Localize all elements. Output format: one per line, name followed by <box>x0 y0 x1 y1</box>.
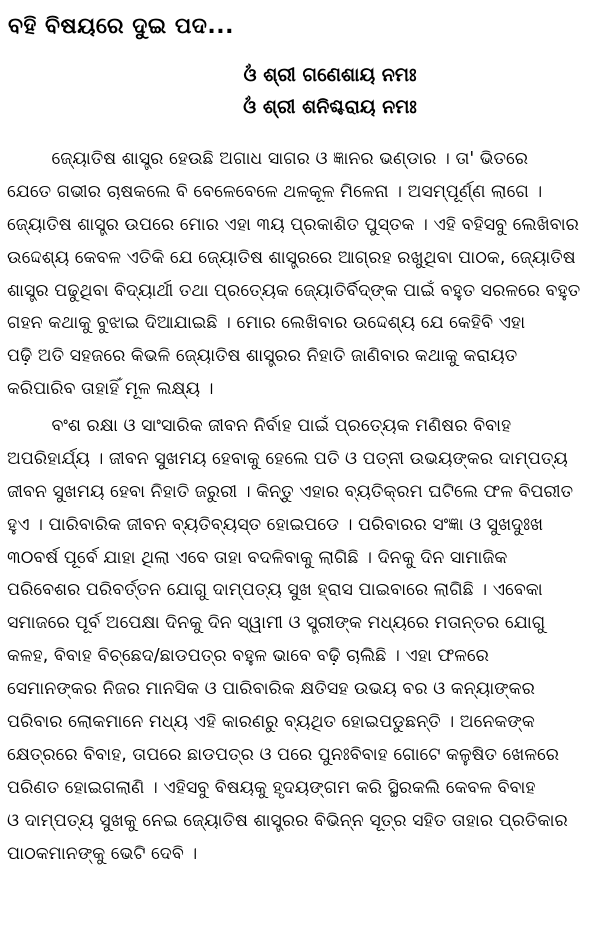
text-line: ଅପରିହାର୍ଯ୍ୟ । ଜୀବନ ସୁଖମୟ ହେବାକୁ ହେଲେ ପତି ଓ ପତ୍ନୀ ଉଭୟଙ୍କର ଦାମ୍ପତ୍ୟ <box>7 448 568 469</box>
text-line: ପଢ଼ି ଅତି ସହଜରେ କିଭଳି ଜ୍ୟୋତିଷ ଶାସ୍ତ୍ରର ନିହାତି ଜାଣିବାର କଥାକୁ କରାୟତ <box>7 346 518 367</box>
text-line: ହୁଏ । ପାରିବାରିକ ଜୀବନ ବ୍ୟତିବ୍ୟସ୍ତ ହୋଇପଡେ । ପରିବାରର ସଂଜ୍ଞା ଓ ସୁଖଦୁଃଖ <box>7 514 544 535</box>
text-line: ବଂଶ ରକ୍ଷା ଓ ସାଂସାରିକ ଜୀବନ ନିର୍ବାହ ପାଇଁ ପ୍ରତ୍ୟେକ ମଣିଷର ବିବାହ <box>7 416 512 436</box>
text-line: କଳହ, ବିବାହ ବିଚ୍ଛେଦ/ଛାଡପତ୍ର ବହୁଳ ଭାବେ ବଢ଼ି ଚାଲିଛି । ଏହା ଫଳରେ <box>7 646 489 667</box>
text-line: ଯେତେ ଗଭୀର ଚାଷକଲେ ବି ବେଳେବେଳେ ଥଳକୂଳ ମିଳେନା । ଅସମ୍ପୂର୍ଣ୍ଣ ଲାଗେ । <box>7 181 543 202</box>
text-line: ପରିବେଶର ପରିବର୍ତ୍ତନ ଯୋଗୁ ଦାମ୍ପତ୍ୟ ସୁଖ ହ୍ରାସ ପାଇବାରେ ଲାଗିଛି । ଏବେକା <box>7 580 543 601</box>
text-line: କ୍ଷେତ୍ରରେ ବିବାହ, ତାପରେ ଛାଡପତ୍ର ଓ ପରେ ପୁନଃବିବାହ ଗୋଟେ କଳୁଷିତ ଖେଳରେ <box>7 744 560 765</box>
page-title: ବହି ବିଷୟରେ ଦୁଇ ପଦ... <box>8 14 235 39</box>
text-line: ଗହନ କଥାକୁ ବୁଝାଇ ଦିଆଯାଇଛି । ମୋର ଲେଖିବାର ଉଦ୍ଦେଶ୍ୟ ଯେ କେହିବି ଏହା <box>7 313 526 334</box>
text-line: ପରିବାର ଲୋକମାନେ ମଧ୍ୟ ଏହି କାରଣରୁ ବ୍ୟଥିତ ହୋଇପଡୁଛନ୍ତି । ଅନେକଙ୍କ <box>7 712 535 733</box>
text-line: ପରିଣତ ହୋଇଗଲାଣି । ଏହିସବୁ ବିଷୟକୁ ହୃଦୟଙ୍ଗମ କରି ସ୍ଥିରକଲି କେବଳ ବିବାହ <box>7 777 536 798</box>
paragraph-intro <box>7 143 593 406</box>
text-line: ୩୦ବର୍ଷ ପୂର୍ବେ ଯାହା ଥିଲା ଏବେ ତାହା ବଦଳିବାକୁ ଲାଗିଛି । ଦିନକୁ ଦିନ ସାମାଜିକ <box>7 547 508 568</box>
text-line: କରିପାରିବ ତାହାହିଁ ମୂଳ ଲକ୍ଷ୍ୟ । <box>7 379 214 400</box>
invocation-ganesha: ଓଁ ଶ୍ରୀ ଗଣେଶାୟ ନମଃ <box>243 64 417 86</box>
text-line: ଉଦ୍ଦେଶ୍ୟ କେବଳ ଏତିକି ଯେ ଜ୍ୟୋତିଷ ଶାସ୍ତ୍ରରେ ଆଗ୍ରହ ରଖୁଥିବା ପାଠକ, ଜ୍ୟୋତିଷ <box>7 247 576 268</box>
text-line: ପାଠକମାନଙ୍କୁ ଭେଟି ଦେବି । <box>7 843 198 864</box>
text-line: ଓ ଦାମ୍ପତ୍ୟ ସୁଖକୁ ନେଇ ଜ୍ୟୋତିଷ ଶାସ୍ତ୍ରର ବିଭିନ୍ନ ସୂତ୍ର ସହିତ ତାହାର ପ୍ରତିକାର <box>7 810 568 831</box>
text-line: ଜ୍ୟୋତିଷ ଶାସ୍ତ୍ର ଉପରେ ମୋର ଏହା ୩ୟ ପ୍ରକାଶିତ ପୁସ୍ତକ । ଏହି ବହିସବୁ ଲେଖିବାର <box>7 214 579 235</box>
text-line: ଶାସ୍ତ୍ର ପଢୁଥିବା ବିଦ୍ୟାର୍ଥୀ ତଥା ପ୍ରତ୍ୟେକ ଜ୍ୟୋତିର୍ବିଦ୍‌ଙ୍କ ପାଇଁ ବହୁତ ସରଳରେ ବହୁତ <box>7 280 581 301</box>
invocation-shanishchara: ଓଁ ଶ୍ରୀ ଶନିଶ୍ଚରାୟ ନମଃ <box>243 96 417 118</box>
text-line: ସମାଜରେ ପୂର୍ବ ଅପେକ୍ଷା ଦିନକୁ ଦିନ ସ୍ୱାମୀ ଓ ସ୍ତ୍ରୀଙ୍କ ମଧ୍ୟରେ ମତାନ୍ତର ଯୋଗୁ <box>7 613 546 634</box>
text-line: ଜ୍ୟୋତିଷ ଶାସ୍ତ୍ର ହେଉଛି ଅଗାଧ ସାଗର ଓ ଜ୍ଞାନର ଭଣ୍ଡାର । ତା' ଭିତରେ <box>7 149 529 169</box>
text-line: ଜୀବନ ସୁଖମୟ ହେବା ନିହାତି ଜରୁରୀ । କିନ୍ତୁ ଏହାର ବ୍ୟତିକ୍ରମ ଘଟିଲେ ଫଳ ବିପରୀତ <box>7 481 574 502</box>
text-line: ସେମାନଙ୍କର ନିଜର ମାନସିକ ଓ ପାରିବାରିକ କ୍ଷତିସହ ଉଭୟ ବର ଓ କନ୍ୟାଙ୍କର <box>7 679 535 700</box>
paragraph-marriage <box>7 410 593 870</box>
